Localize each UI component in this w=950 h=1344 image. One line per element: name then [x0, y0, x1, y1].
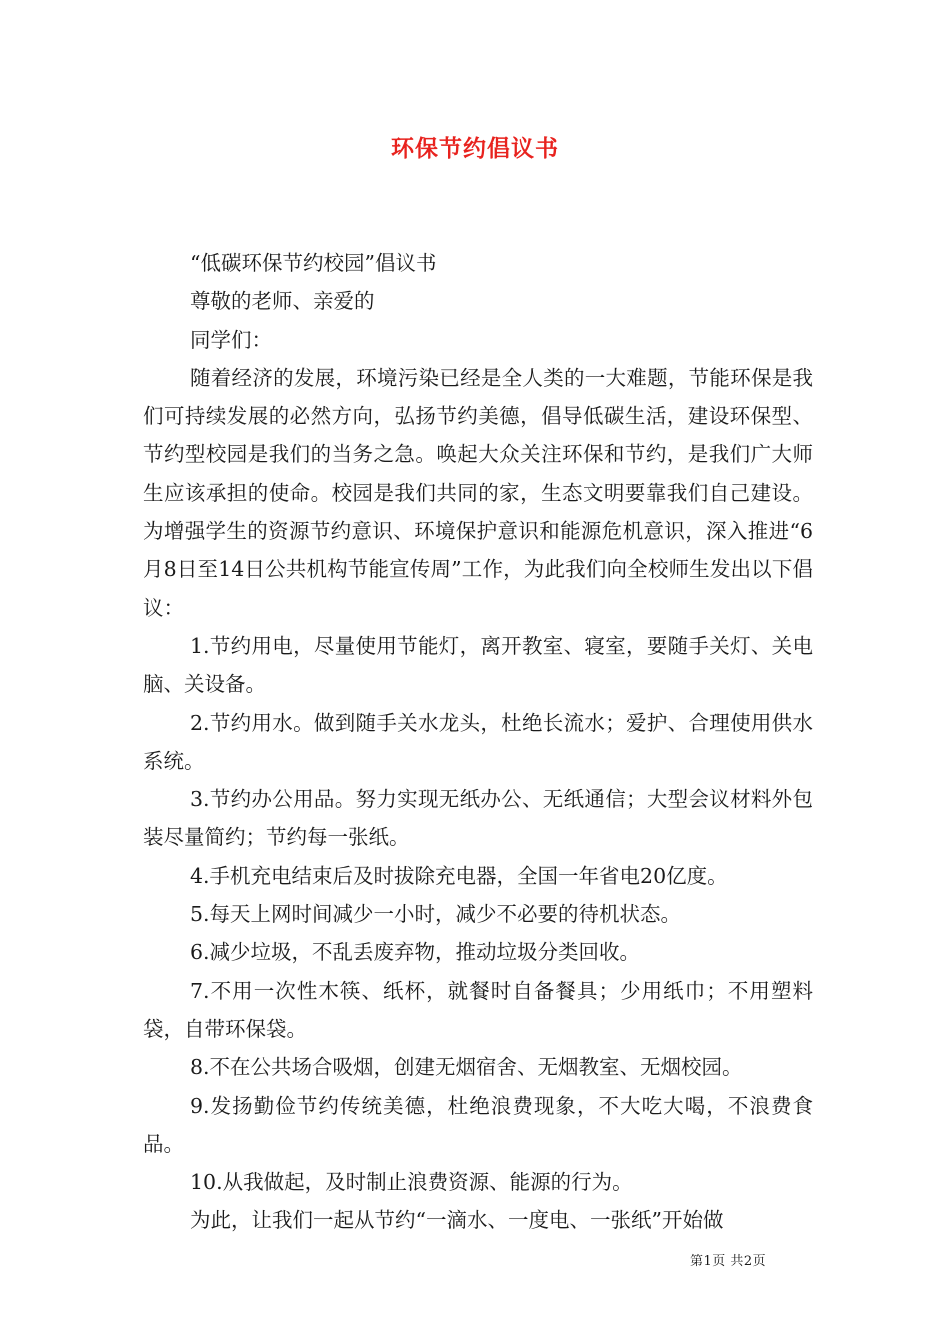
- paragraph-item-1: 1.节约用电，尽量使用节能灯，离开教室、寝室，要随手关灯、关电脑、关设备。: [143, 633, 813, 697]
- document-title: 环保节约倡议书: [391, 135, 559, 162]
- document-body: [143, 244, 813, 1240]
- paragraph-item-6: 6.减少垃圾，不乱丢废弃物，推动垃圾分类回收。: [190, 940, 641, 965]
- paragraph-item-7: 7.不用一次性木筷、纸杯，就餐时自备餐具；少用纸巾；不用塑料袋，自带环保袋。: [143, 978, 813, 1041]
- paragraph-salutation: 尊敬的老师、亲爱的: [190, 289, 375, 314]
- paragraph-item-4: 4.手机充电结束后及时拔除充电器，全国一年省电20亿度。: [190, 863, 728, 888]
- paragraph-closing: 为此，让我们一起从节约“一滴水、一度电、一张纸”开始做: [190, 1208, 724, 1233]
- paragraph-item-9: 9.发扬勤俭节约传统美德，杜绝浪费现象，不大吃大喝，不浪费食品。: [143, 1093, 813, 1156]
- paragraph-salutation-cont: 同学们：: [190, 327, 272, 352]
- page-footer: 第1页 共2页: [690, 1254, 767, 1269]
- paragraph-heading: “低碳环保节约校园”倡议书: [190, 251, 437, 275]
- paragraph-item-2: 2.节约用水。做到随手关水龙头，杜绝长流水；爱护、合理使用供水系统。: [143, 710, 813, 773]
- paragraph-item-3: 3.节约办公用品。努力实现无纸办公、无纸通信；大型会议材料外包装尽量简约；节约每一张纸。: [143, 787, 813, 850]
- paragraph-item-10: 10.从我做起，及时制止浪费资源、能源的行为。: [190, 1170, 633, 1195]
- paragraph-intro: 随着经济的发展，环境污染已经是全人类的一大难题，节能环保是我们可持续发展的必然方向，弘扬节约美德，倡导低碳生活，建设环保型、节约型校园是我们的当务之急。唤起大众关注环保和节约，是我们广大师生应该承担的使命。校园是我们共同的家，生态文明要靠我们自己建设。为增强学生的资源节约意识、环境保护意识和能源危机意识，深入推进“6月8日至14日公共机构节能宣传周”工作，为此我们向全校师生发出以下倡议：: [143, 365, 813, 620]
- paragraph-item-8: 8.不在公共场合吸烟，创建无烟宿舍、无烟教室、无烟校园。: [190, 1055, 743, 1080]
- paragraph-item-5: 5.每天上网时间减少一小时，减少不必要的待机状态。: [190, 902, 682, 927]
